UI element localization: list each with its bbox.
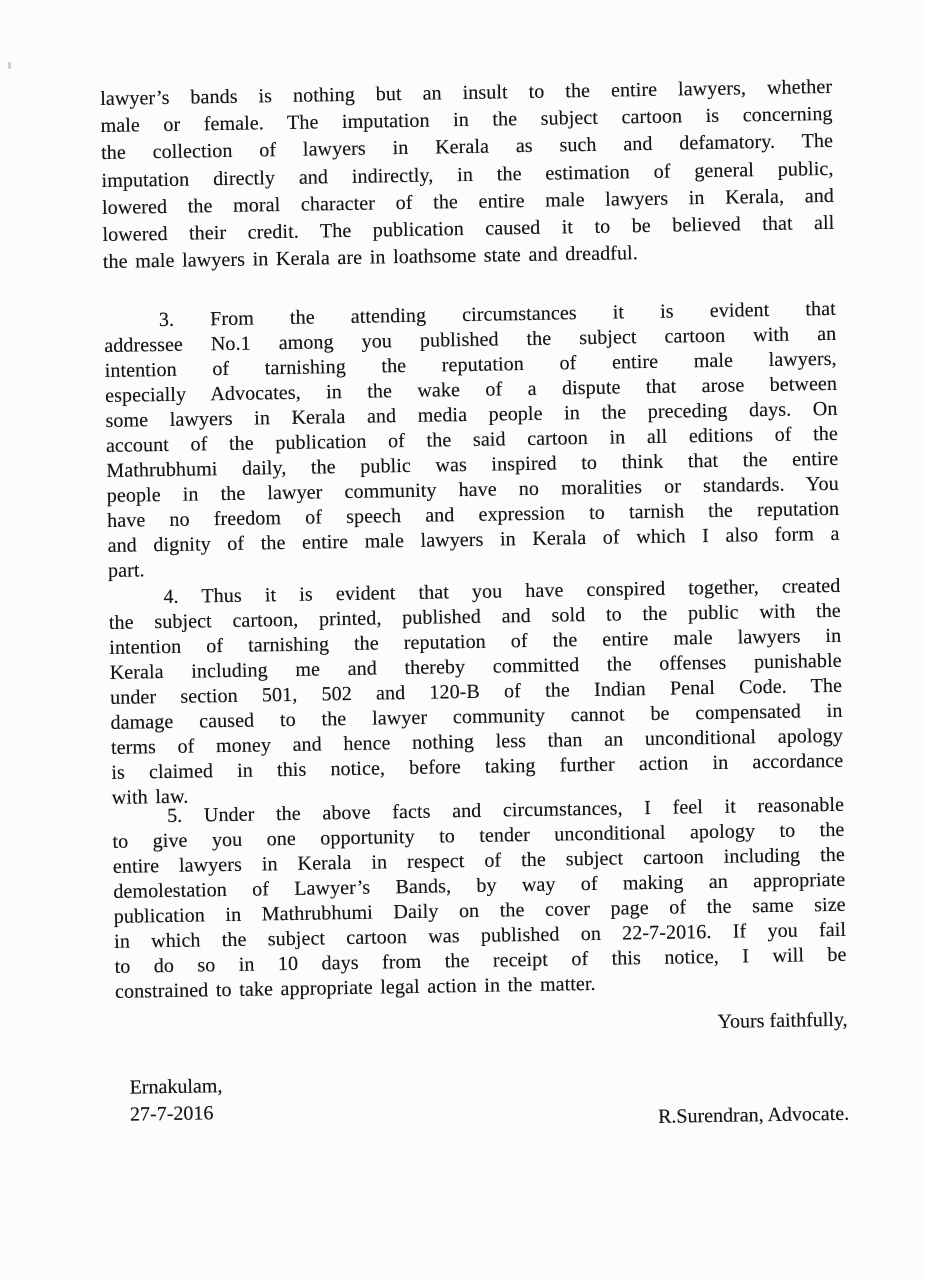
text-line: constrained to take appropriate legal action in the matter. xyxy=(114,973,596,1004)
text-line: terms of money and hence nothing less than an unconditional apology xyxy=(110,725,844,760)
paragraph-5 xyxy=(112,793,847,1005)
signature-line: R.Surendran, Advocate. xyxy=(657,1103,850,1129)
text-line: to do so in 10 days from the receipt of this notice, I will be xyxy=(114,944,847,979)
text-line: with law. xyxy=(111,785,189,810)
text-line: intention of tarnishing the reputation of the entire male lawyers in xyxy=(109,625,842,660)
text-line: damage caused to the lawyer community cannot be compensated in xyxy=(110,700,843,735)
text-line: Kerala including me and thereby committed the offenses punishable xyxy=(109,650,842,685)
valediction: Yours faithfully, xyxy=(717,1009,848,1034)
paragraph-continuation xyxy=(100,74,835,276)
text-line: have no freedom of speech and expression to tarnish the reputation xyxy=(107,498,840,533)
letter-body xyxy=(100,74,849,1139)
text-line: especially Advocates, in the wake of a dispute that arose between xyxy=(104,373,838,408)
text-line: the subject cartoon, printed, published and sold to the public with the xyxy=(108,600,841,635)
paragraph-3 xyxy=(104,297,840,584)
paragraph-4 xyxy=(108,574,844,811)
place-line: Ernakulam, xyxy=(129,1075,223,1099)
text-line: under section 501, 502 and 120-B of the Indian Penal Code. The xyxy=(109,675,843,710)
text-line: part. xyxy=(107,559,145,583)
text-line: 4. Thus it is evident that you have conspired together, created xyxy=(163,575,841,609)
text-line: Mathrubhumi daily, the public was inspired to think that the entire xyxy=(106,448,839,483)
text-line: to give you one opportunity to tender unconditional apology to the xyxy=(112,819,845,854)
scan-speck-artifact xyxy=(8,62,11,69)
text-line: addressee No.1 among you published the subject cartoon with an xyxy=(104,323,837,358)
closing-block xyxy=(115,1007,849,1139)
text-line: lawyer’s bands is nothing but an insult to the entire lawyers, whether xyxy=(100,75,833,110)
text-line: demolestation of Lawyer’s Bands, by way of making an appropriate xyxy=(113,869,846,904)
text-line: 3. From the attending circumstances it is evident that xyxy=(158,298,836,332)
text-line: is claimed in this notice, before taking further action in accordance xyxy=(111,750,844,785)
text-line: intention of tarnishing the reputation of entire male lawyers, xyxy=(104,348,837,383)
text-line: the collection of lawyers in Kerala as such and defamatory. The xyxy=(100,130,834,165)
text-line: entire lawyers in Kerala in respect of the subject cartoon including the xyxy=(112,844,846,879)
text-line: people in the lawyer community have no moralities or standards. You xyxy=(106,473,839,508)
text-line: lowered their credit. The publication caused it to be believed that all xyxy=(102,211,835,246)
text-line: and dignity of the entire male lawyers in Kerala of which I also form a xyxy=(107,523,840,558)
text-line: publication in Mathrubhumi Daily on the cover page of the same size xyxy=(113,894,846,929)
text-line: male or female. The imputation in the subject cartoon is concerning xyxy=(100,103,833,138)
text-line: account of the publication of the said cartoon in all editions of the xyxy=(105,423,839,458)
date-line: 27-7-2016 xyxy=(129,1102,214,1126)
text-line: 5. Under the above facts and circumstances, I feel it reasonable xyxy=(166,794,845,828)
text-line: some lawyers in Kerala and media people in the preceding days. On xyxy=(105,398,838,433)
text-line: imputation directly and indirectly, in the estimation of general public, xyxy=(101,157,834,192)
text-line: the male lawyers in Kerala are in loathsome state and dreadful. xyxy=(102,242,639,274)
text-line: lowered the moral character of the entire male lawyers in Kerala, and xyxy=(101,184,835,219)
text-line: in which the subject cartoon was published on 22-7-2016. If you fail xyxy=(114,919,847,954)
